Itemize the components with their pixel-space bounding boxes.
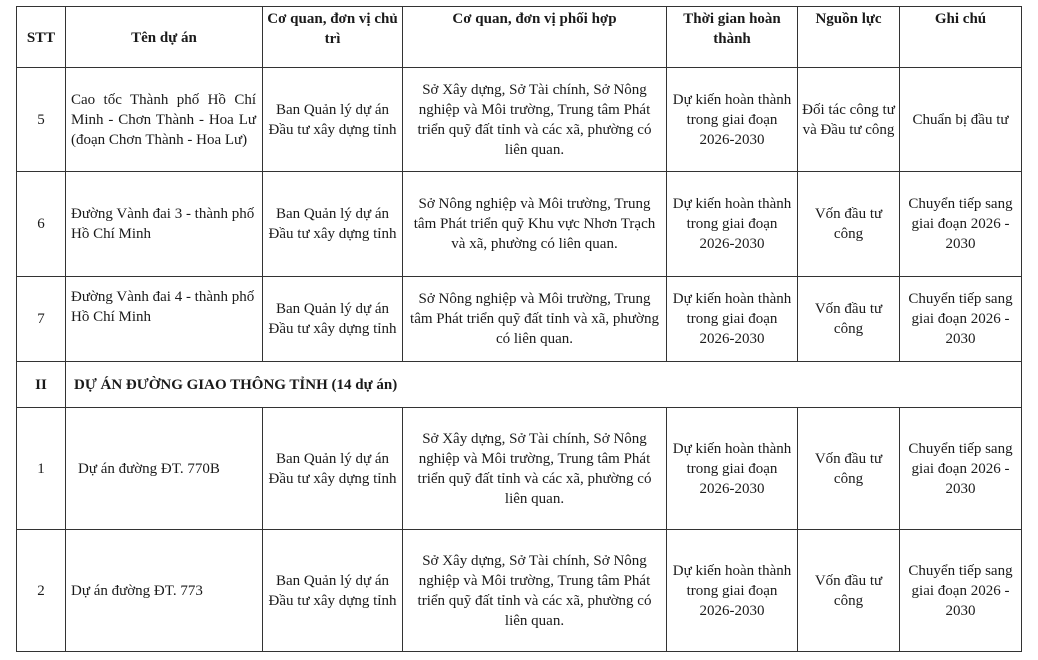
cell-note: Chuyển tiếp sang giai đoạn 2026 - 2030 xyxy=(900,530,1022,652)
cell-time: Dự kiến hoàn thành trong giai đoạn 2026-2030 xyxy=(667,277,798,362)
table-row xyxy=(17,277,1022,362)
cell-name: Đường Vành đai 3 - thành phố Hồ Chí Minh xyxy=(66,172,263,277)
cell-time: Dự kiến hoàn thành trong giai đoạn 2026-2030 xyxy=(667,408,798,530)
cell-coord: Sở Xây dựng, Sở Tài chính, Sở Nông nghiệp và Môi trường, Trung tâm Phát triển quỹ đất tỉnh và các xã, phường có liên quan. xyxy=(403,408,667,530)
cell-name: Cao tốc Thành phố Hồ Chí Minh - Chơn Thành - Hoa Lư (đoạn Chơn Thành - Hoa Lư) xyxy=(66,68,263,172)
cell-stt: 5 xyxy=(17,68,66,172)
cell-coord: Sở Xây dựng, Sở Tài chính, Sở Nông nghiệp và Môi trường, Trung tâm Phát triển quỹ đất tỉnh và các xã, phường có liên quan. xyxy=(403,530,667,652)
cell-coord: Sở Nông nghiệp và Môi trường, Trung tâm Phát triển quỹ đất tỉnh và xã, phường có liên quan. xyxy=(403,277,667,362)
cell-lead: Ban Quản lý dự án Đầu tư xây dựng tỉnh xyxy=(263,530,403,652)
header-note: Ghi chú xyxy=(900,7,1022,68)
cell-note: Chuẩn bị đầu tư xyxy=(900,68,1022,172)
projects-table xyxy=(16,6,1022,652)
header-resource: Nguồn lực xyxy=(798,7,900,68)
cell-lead: Ban Quản lý dự án Đầu tư xây dựng tỉnh xyxy=(263,68,403,172)
header-time: Thời gian hoàn thành xyxy=(667,7,798,68)
cell-name: Đường Vành đai 4 - thành phố Hồ Chí Minh xyxy=(66,277,263,362)
table-row xyxy=(17,530,1022,652)
cell-note: Chuyển tiếp sang giai đoạn 2026 - 2030 xyxy=(900,172,1022,277)
header-lead: Cơ quan, đơn vị chủ trì xyxy=(263,7,403,68)
section-row xyxy=(17,362,1022,408)
cell-resource: Vốn đầu tư công xyxy=(798,277,900,362)
header-stt: STT xyxy=(17,7,66,68)
cell-coord: Sở Nông nghiệp và Môi trường, Trung tâm Phát triển quỹ Khu vực Nhơn Trạch và xã, phường có liên quan. xyxy=(403,172,667,277)
header-row xyxy=(17,7,1022,68)
header-name: Tên dự án xyxy=(66,7,263,68)
cell-stt: 7 xyxy=(17,277,66,362)
table-row xyxy=(17,408,1022,530)
cell-resource: Đối tác công tư và Đầu tư công xyxy=(798,68,900,172)
cell-stt: 6 xyxy=(17,172,66,277)
cell-name: Dự án đường ĐT. 770B xyxy=(66,408,263,530)
cell-stt: 1 xyxy=(17,408,66,530)
cell-stt: 2 xyxy=(17,530,66,652)
table-row xyxy=(17,172,1022,277)
cell-time: Dự kiến hoàn thành trong giai đoạn 2026-2030 xyxy=(667,530,798,652)
cell-lead: Ban Quản lý dự án Đầu tư xây dựng tỉnh xyxy=(263,172,403,277)
table-row xyxy=(17,68,1022,172)
cell-resource: Vốn đầu tư công xyxy=(798,530,900,652)
cell-time: Dự kiến hoàn thành trong giai đoạn 2026-2030 xyxy=(667,172,798,277)
cell-coord: Sở Xây dựng, Sở Tài chính, Sở Nông nghiệp và Môi trường, Trung tâm Phát triển quỹ đất tỉnh và các xã, phường có liên quan. xyxy=(403,68,667,172)
section-stt: II xyxy=(17,362,66,408)
cell-resource: Vốn đầu tư công xyxy=(798,172,900,277)
cell-lead: Ban Quản lý dự án Đầu tư xây dựng tỉnh xyxy=(263,408,403,530)
section-title: DỰ ÁN ĐƯỜNG GIAO THÔNG TỈNH (14 dự án) xyxy=(66,362,1022,408)
cell-name: Dự án đường ĐT. 773 xyxy=(66,530,263,652)
cell-time: Dự kiến hoàn thành trong giai đoạn 2026-2030 xyxy=(667,68,798,172)
cell-resource: Vốn đầu tư công xyxy=(798,408,900,530)
cell-lead: Ban Quản lý dự án Đầu tư xây dựng tỉnh xyxy=(263,277,403,362)
header-coord: Cơ quan, đơn vị phối hợp xyxy=(403,7,667,68)
cell-note: Chuyển tiếp sang giai đoạn 2026 - 2030 xyxy=(900,277,1022,362)
cell-note: Chuyển tiếp sang giai đoạn 2026 - 2030 xyxy=(900,408,1022,530)
